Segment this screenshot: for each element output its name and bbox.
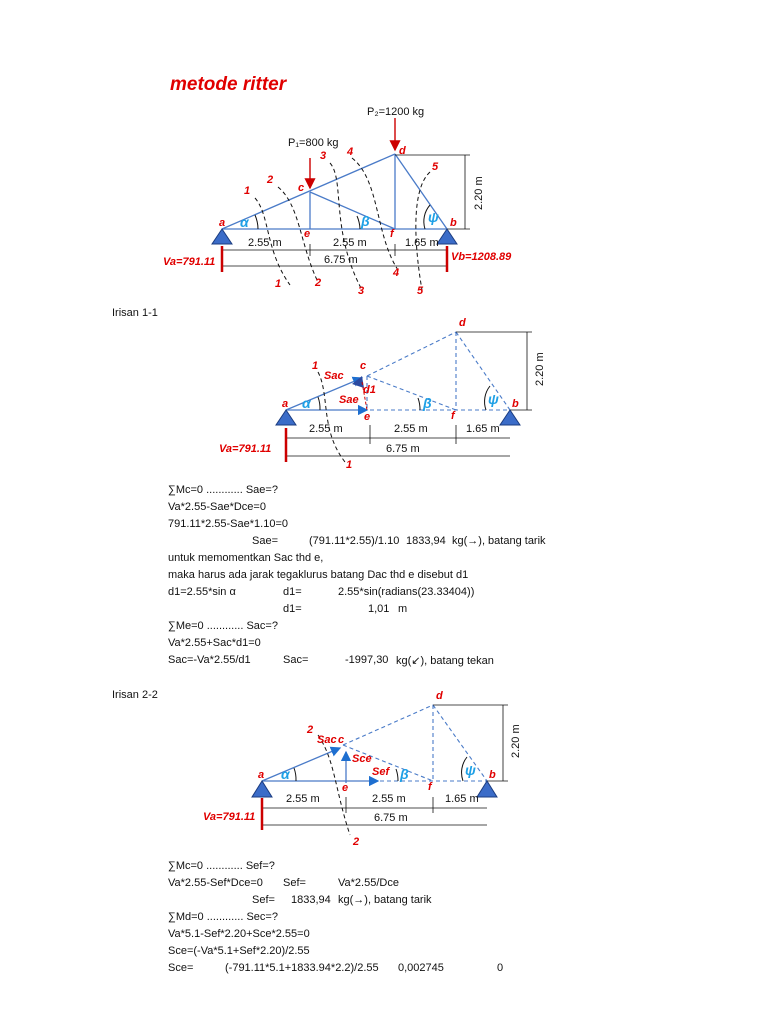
irisan2-total-label: 6.75 m [374,812,408,824]
support-a-3 [252,781,272,797]
reaction-vb-label: Vb=1208.89 [451,251,512,263]
angle-beta-label: β [361,213,370,229]
irisan2-psi-label: ψ [465,762,476,778]
irisan1-psi-label: ψ [488,391,499,407]
irisan1-dim1-label: 2.55 m [309,423,343,435]
angle-arc-beta-3 [396,769,398,781]
calc1-line-10: Va*2.55+Sac*d1=0 [168,637,261,649]
cut-3-top-label: 3 [320,150,327,162]
dim-height-label: 2.20 m [473,176,485,210]
irisan-1-heading: Irisan 1-1 [112,307,158,319]
node-c-label: c [298,182,305,194]
dim-ae-label: 2.55 m [248,237,282,249]
dim-fb-label: 1.65 m [405,237,439,249]
calc2-sce-rounded: 0 [497,962,504,974]
angle-arc-alpha-1 [255,215,258,229]
calc1-line-9: ∑Me=0 ............ Sac=? [168,620,278,632]
calc2-sef-value: 1833,94 [291,894,331,906]
irisan1-alpha-label: α [302,395,311,411]
irisan1-cut-bottom-label: 1 [346,459,353,471]
calc2-line-4: ∑Md=0 ............ Sec=? [168,911,278,923]
angle-alpha-label: α [240,214,249,230]
irisan2-node-e-label: e [342,782,349,794]
irisan2-dim2-label: 2.55 m [372,793,406,805]
calc2-line-6: Sce=(-Va*5.1+Sef*2.20)/2.55 [168,945,310,957]
reaction-va-label: Va=791.11 [163,256,216,268]
irisan1-beta-label: β [423,395,432,411]
support-b-2 [500,410,520,425]
angle-arc-alpha-3 [294,768,296,781]
calc1-line-1: ∑Mc=0 ............ Sae=? [168,484,278,496]
cut-2-top-label: 2 [267,174,274,186]
page-title: metode ritter [170,74,287,95]
calc1-sae-unit: kg(→), batang tarik [452,535,546,547]
irisan1-node-a-label: a [282,398,289,410]
calc1-sac-def: Sac=-Va*2.55/d1 [168,654,251,666]
calc1-d1-value: 1,01 [368,603,390,615]
irisan1-total-label: 6.75 m [386,443,420,455]
irisan2-node-d-label: d [436,690,443,702]
calc1-sac-value: -1997,30 [345,654,389,666]
angle-psi-label: ψ [428,209,439,225]
cut-5-bottom-label: 5 [417,285,424,297]
irisan2-node-c-label: c [338,734,345,746]
cut-1-bottom-label: 1 [275,278,282,290]
irisan2-dim3-label: 1.65 m [445,793,479,805]
calc2-sef-eq2: Sef= [252,894,275,906]
calc1-sae-value: 1833,94 [406,535,446,547]
angle-arc-beta-2 [418,398,420,410]
irisan1-node-c-label: c [360,360,367,372]
irisan2-node-a-label: a [258,769,265,781]
irisan1-dim2-label: 2.55 m [394,423,428,435]
support-b-1 [437,229,457,244]
load-p2-label: P₂=1200 kg [367,106,425,118]
irisan2-sac-label: Sac [317,734,337,746]
calc2-line-5: Va*5.1-Sef*2.20+Sce*2.55=0 [168,928,310,940]
calc1-line-6: maka harus ada jarak tegaklurus batang Dac thd e disebut d1 [168,569,469,581]
irisan2-cut-bottom-label: 2 [353,836,360,848]
cut-3-bottom-label: 3 [358,285,365,297]
dim-total-label: 6.75 m [324,254,358,266]
calc2-sef-formula: Va*2.55/Dce [338,877,399,889]
irisan1-node-e-label: e [364,411,371,423]
angle-arc-beta-1 [357,216,360,229]
irisan1-dim3-label: 1.65 m [466,423,500,435]
calc1-d1-def: d1=2.55*sin α [168,586,236,598]
calc1-sae-eq: Sae= [252,535,278,547]
irisan2-sef-label: Sef [372,766,390,778]
calc1-sac-eq: Sac= [283,654,309,666]
section-cut-1-curve [318,372,345,462]
irisan1-d1-label: d1 [363,384,376,396]
node-f-label: f [390,228,394,240]
node-d-label: d [399,145,406,157]
calc2-sce-eq: Sce= [168,962,194,974]
calc2-sef-unit: kg(→), batang tarik [338,894,432,906]
irisan2-dim1-label: 2.55 m [286,793,320,805]
irisan1-cut-top-label: 1 [312,360,319,372]
calc2-line-1: ∑Mc=0 ............ Sef=? [168,860,275,872]
irisan1-height-label: 2.20 m [534,352,546,386]
irisan1-node-f-label: f [451,410,455,422]
irisan2-node-f-label: f [428,781,432,793]
node-a-label: a [219,217,226,229]
irisan2-sce-label: Sce [352,753,372,765]
irisan2-alpha-label: α [281,766,290,782]
irisan2-beta-label: β [400,766,409,782]
calc1-line-2: Va*2.55-Sae*Dce=0 [168,501,266,513]
angle-arc-alpha-2 [318,397,320,410]
irisan1-sae-label: Sae [339,394,359,406]
sac-member-arrow-3 [262,748,340,781]
cut-1-top-label: 1 [244,185,251,197]
cut-4-top-label: 4 [347,146,354,158]
calc1-d1-eq: d1= [283,586,302,598]
support-a-1 [212,229,232,244]
irisan1-node-b-label: b [512,398,519,410]
cut-5-top-label: 5 [432,161,439,173]
irisan2-node-b-label: b [489,769,496,781]
calc1-d1-unit: m [398,603,408,615]
irisan2-cut-top-label: 2 [307,724,314,736]
calc1-d1-formula: 2.55*sin(radians(23.33404)) [338,586,475,598]
node-b-label: b [450,217,457,229]
support-b-3 [477,781,497,797]
load-p1-label: P₁=800 kg [288,137,339,149]
calc2-sce-formula: (-791.11*5.1+1833.94*2.2)/2.55 [225,962,379,974]
dim-ef-label: 2.55 m [333,237,367,249]
irisan1-va-label: Va=791.11 [219,443,272,455]
calc2-sce-value: 0,002745 [398,962,444,974]
calc1-d1-eq2: d1= [283,603,302,615]
cut-2-bottom-label: 2 [315,277,322,289]
cut-4-bottom-label: 4 [393,267,400,279]
irisan-2-heading: Irisan 2-2 [112,689,158,701]
irisan2-height-label: 2.20 m [510,724,522,758]
calc1-line-3: 791.11*2.55-Sae*1.10=0 [168,518,288,530]
calc1-line-5: untuk memomentkan Sac thd e, [168,552,324,564]
irisan2-va-label: Va=791.11 [203,811,256,823]
calc1-sac-unit: kg(↙), batang tekan [396,655,494,667]
support-a-2 [276,410,296,425]
irisan1-node-d-label: d [459,317,466,329]
irisan1-sac-label: Sac [324,370,344,382]
calc1-sae-formula: (791.11*2.55)/1.10 [309,535,400,547]
section-cuts-1 [255,158,430,290]
calc2-sef-eq: Sef= [283,877,306,889]
node-e-label: e [304,228,311,240]
calc2-line-2: Va*2.55-Sef*Dce=0 [168,877,263,889]
